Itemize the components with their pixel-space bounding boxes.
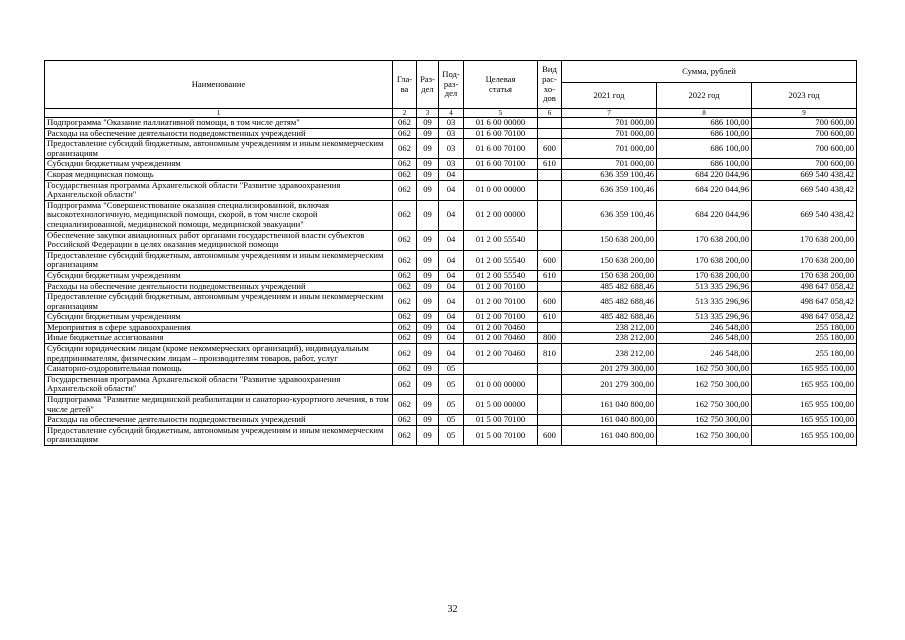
row-name: Расходы на обеспечение деятельности подведомственных учреждений [45,128,393,139]
table-row [45,281,857,292]
row-vid [538,281,562,292]
row-target: 01 2 00 70460 [464,333,538,344]
row-razdel: 09 [417,374,439,394]
table-row [45,180,857,200]
row-glava: 062 [393,118,417,129]
row-vid: 600 [538,292,562,312]
row-sum-2023: 669 540 438,42 [752,169,857,180]
row-sum-2023: 255 180,00 [752,344,857,364]
row-name: Подпрограмма "Совершенствование оказания специализированной, включая высокотехнологичную, медицинской помощи, скорой, в том числе скорой специализированной, медицинской помощи, медицинской эвакуации" [45,200,393,230]
row-name: Предоставление субсидий бюджетным, автономным учреждениям и иным некоммерческим организациям [45,292,393,312]
header-sum: Сумма, рублей [562,61,857,83]
row-sum-2021: 238 212,00 [562,333,657,344]
row-sum-2023: 669 540 438,42 [752,180,857,200]
row-vid [538,322,562,333]
row-vid: 810 [538,344,562,364]
row-glava: 062 [393,270,417,281]
row-sum-2021: 201 279 300,00 [562,364,657,375]
header-2022: 2022 год [657,83,752,109]
row-vid [538,128,562,139]
header-2021: 2021 год [562,83,657,109]
row-name: Субсидии бюджетным учреждениям [45,159,393,170]
row-target: 01 2 00 55540 [464,250,538,270]
row-glava: 062 [393,364,417,375]
row-sum-2022: 246 548,00 [657,333,752,344]
budget-table [44,60,857,446]
table-row [45,333,857,344]
row-sum-2021: 636 359 100,46 [562,169,657,180]
row-target: 01 2 00 70460 [464,322,538,333]
row-razdel: 09 [417,415,439,426]
row-vid [538,364,562,375]
row-razdel: 09 [417,230,439,250]
row-target: 01 2 00 70100 [464,312,538,323]
row-sum-2022: 686 100,00 [657,118,752,129]
row-sum-2022: 162 750 300,00 [657,415,752,426]
table-row [45,415,857,426]
row-name: Государственная программа Архангельской области "Развитие здравоохранения Архангельской области" [45,180,393,200]
row-sum-2023: 700 600,00 [752,128,857,139]
row-vid [538,118,562,129]
row-sum-2021: 636 359 100,46 [562,180,657,200]
row-target: 01 5 00 00000 [464,395,538,415]
column-index-cell: 7 [562,109,657,118]
row-razdel: 09 [417,344,439,364]
table-row [45,344,857,364]
table-row [45,270,857,281]
row-glava: 062 [393,139,417,159]
row-sum-2023: 498 647 058,42 [752,292,857,312]
row-sum-2023: 498 647 058,42 [752,312,857,323]
row-target: 01 2 00 70460 [464,344,538,364]
column-index-cell: 8 [657,109,752,118]
row-target: 01 6 00 70100 [464,139,538,159]
row-sum-2021: 701 000,00 [562,139,657,159]
table-row [45,292,857,312]
column-index-row [45,109,857,118]
row-vid: 600 [538,139,562,159]
header-glava: Гла- ва [393,61,417,109]
row-name: Государственная программа Архангельской области "Развитие здравоохранения Архангельской области" [45,374,393,394]
header-target: Целевая статья [464,61,538,109]
row-glava: 062 [393,374,417,394]
row-glava: 062 [393,292,417,312]
table-row [45,118,857,129]
row-podrazdel: 04 [439,292,464,312]
row-podrazdel: 04 [439,230,464,250]
row-target: 01 2 00 00000 [464,200,538,230]
row-target: 01 2 00 55540 [464,270,538,281]
row-razdel: 09 [417,292,439,312]
table-row [45,169,857,180]
row-sum-2023: 165 955 100,00 [752,374,857,394]
row-sum-2022: 162 750 300,00 [657,364,752,375]
row-sum-2021: 485 482 688,46 [562,292,657,312]
row-glava: 062 [393,395,417,415]
row-sum-2022: 170 638 200,00 [657,270,752,281]
row-sum-2023: 255 180,00 [752,333,857,344]
row-glava: 062 [393,425,417,445]
row-sum-2023: 700 600,00 [752,159,857,170]
column-index-cell: 9 [752,109,857,118]
row-sum-2023: 255 180,00 [752,322,857,333]
row-name: Обеспечение закупки авиационных работ органами государственной власти субъектов Российской Федерации в целях оказания медицинской помощи [45,230,393,250]
row-razdel: 09 [417,200,439,230]
row-sum-2021: 485 482 688,46 [562,281,657,292]
row-sum-2023: 170 638 200,00 [752,250,857,270]
row-razdel: 09 [417,333,439,344]
row-sum-2021: 701 000,00 [562,128,657,139]
row-razdel: 09 [417,139,439,159]
row-sum-2023: 700 600,00 [752,139,857,159]
row-podrazdel: 04 [439,200,464,230]
row-sum-2021: 201 279 300,00 [562,374,657,394]
row-razdel: 09 [417,118,439,129]
row-target: 01 6 00 70100 [464,128,538,139]
row-vid [538,180,562,200]
row-sum-2021: 238 212,00 [562,344,657,364]
row-sum-2021: 485 482 688,46 [562,312,657,323]
row-sum-2023: 165 955 100,00 [752,425,857,445]
row-name: Предоставление субсидий бюджетным, автономным учреждениям и иным некоммерческим организациям [45,425,393,445]
row-glava: 062 [393,230,417,250]
row-podrazdel: 05 [439,374,464,394]
row-podrazdel: 04 [439,180,464,200]
row-podrazdel: 04 [439,250,464,270]
row-glava: 062 [393,312,417,323]
table-row [45,159,857,170]
table-row [45,364,857,375]
row-sum-2023: 170 638 200,00 [752,270,857,281]
row-sum-2022: 513 335 296,96 [657,292,752,312]
row-sum-2021: 701 000,00 [562,118,657,129]
row-sum-2023: 669 540 438,42 [752,200,857,230]
row-razdel: 09 [417,180,439,200]
row-sum-2021: 238 212,00 [562,322,657,333]
row-name: Санаторно-оздоровительная помощь [45,364,393,375]
row-vid [538,230,562,250]
row-sum-2021: 161 040 800,00 [562,415,657,426]
row-podrazdel: 04 [439,333,464,344]
row-target: 01 6 00 00000 [464,118,538,129]
row-sum-2022: 684 220 044,96 [657,169,752,180]
row-sum-2022: 246 548,00 [657,322,752,333]
row-sum-2023: 165 955 100,00 [752,415,857,426]
row-sum-2021: 161 040 800,00 [562,395,657,415]
table-row [45,200,857,230]
table-row [45,322,857,333]
row-podrazdel: 05 [439,364,464,375]
row-name: Подпрограмма "Оказание паллиативной помощи, в том числе детям" [45,118,393,129]
row-target: 01 2 00 55540 [464,230,538,250]
row-podrazdel: 03 [439,118,464,129]
row-vid: 610 [538,312,562,323]
row-podrazdel: 04 [439,312,464,323]
row-sum-2023: 165 955 100,00 [752,395,857,415]
row-target: 01 0 00 00000 [464,180,538,200]
row-razdel: 09 [417,281,439,292]
row-podrazdel: 05 [439,395,464,415]
row-name: Субсидии бюджетным учреждениям [45,270,393,281]
row-razdel: 09 [417,312,439,323]
row-sum-2023: 170 638 200,00 [752,230,857,250]
column-index-cell: 4 [439,109,464,118]
row-glava: 062 [393,250,417,270]
row-razdel: 09 [417,364,439,375]
row-vid [538,415,562,426]
column-index-cell: 1 [45,109,393,118]
row-vid: 610 [538,270,562,281]
row-sum-2022: 170 638 200,00 [657,250,752,270]
row-sum-2023: 700 600,00 [752,118,857,129]
row-name: Расходы на обеспечение деятельности подведомственных учреждений [45,415,393,426]
row-glava: 062 [393,180,417,200]
row-podrazdel: 03 [439,139,464,159]
row-podrazdel: 04 [439,322,464,333]
row-sum-2022: 170 638 200,00 [657,230,752,250]
column-index-cell: 6 [538,109,562,118]
row-vid: 600 [538,425,562,445]
row-vid [538,374,562,394]
row-vid [538,395,562,415]
row-podrazdel: 03 [439,128,464,139]
row-razdel: 09 [417,425,439,445]
row-sum-2023: 498 647 058,42 [752,281,857,292]
row-sum-2021: 636 359 100,46 [562,200,657,230]
row-sum-2021: 161 040 800,00 [562,425,657,445]
row-name: Иные бюджетные ассигнования [45,333,393,344]
column-index-cell: 3 [417,109,439,118]
column-index-cell: 5 [464,109,538,118]
row-sum-2022: 513 335 296,96 [657,312,752,323]
row-razdel: 09 [417,395,439,415]
row-name: Предоставление субсидий бюджетным, автономным учреждениям и иным некоммерческим организациям [45,250,393,270]
row-sum-2023: 165 955 100,00 [752,364,857,375]
row-target [464,169,538,180]
row-sum-2021: 701 000,00 [562,159,657,170]
row-sum-2022: 162 750 300,00 [657,374,752,394]
row-podrazdel: 05 [439,415,464,426]
row-glava: 062 [393,169,417,180]
table-body [45,118,857,446]
row-sum-2022: 686 100,00 [657,159,752,170]
row-vid: 600 [538,250,562,270]
header-vid: Вид рас- хо- дов [538,61,562,109]
row-sum-2022: 162 750 300,00 [657,425,752,445]
row-sum-2022: 246 548,00 [657,344,752,364]
row-sum-2022: 686 100,00 [657,139,752,159]
row-name: Субсидии бюджетным учреждениям [45,312,393,323]
row-sum-2022: 684 220 044,96 [657,200,752,230]
row-target: 01 2 00 70100 [464,292,538,312]
row-name: Предоставление субсидий бюджетным, автономным учреждениям и иным некоммерческим организациям [45,139,393,159]
row-sum-2021: 150 638 200,00 [562,270,657,281]
row-target: 01 5 00 70100 [464,415,538,426]
row-sum-2021: 150 638 200,00 [562,250,657,270]
row-podrazdel: 04 [439,169,464,180]
row-vid: 610 [538,159,562,170]
row-target: 01 0 00 00000 [464,374,538,394]
row-glava: 062 [393,333,417,344]
row-sum-2022: 684 220 044,96 [657,180,752,200]
column-index-cell: 2 [393,109,417,118]
table-row [45,395,857,415]
row-podrazdel: 04 [439,344,464,364]
header-razdel: Раз- дел [417,61,439,109]
row-target: 01 5 00 70100 [464,425,538,445]
header-name: Наименование [45,61,393,109]
row-glava: 062 [393,344,417,364]
table-row [45,374,857,394]
header-2023: 2023 год [752,83,857,109]
table-row [45,139,857,159]
row-target [464,364,538,375]
row-razdel: 09 [417,250,439,270]
row-glava: 062 [393,415,417,426]
row-name: Скорая медицинская помощь [45,169,393,180]
row-target: 01 2 00 70100 [464,281,538,292]
row-sum-2022: 686 100,00 [657,128,752,139]
row-sum-2022: 513 335 296,96 [657,281,752,292]
row-vid: 800 [538,333,562,344]
row-name: Расходы на обеспечение деятельности подведомственных учреждений [45,281,393,292]
row-razdel: 09 [417,169,439,180]
row-razdel: 09 [417,322,439,333]
row-razdel: 09 [417,128,439,139]
table-row [45,425,857,445]
row-podrazdel: 04 [439,270,464,281]
row-target: 01 6 00 70100 [464,159,538,170]
table-row [45,250,857,270]
page-number: 32 [447,604,458,615]
row-name: Субсидии юридическим лицам (кроме некоммерческих организаций), индивидуальным предпринимателям, физическим лицам – производителям товаров, работ, услуг [45,344,393,364]
row-name: Мероприятия в сфере здравоохранения [45,322,393,333]
row-sum-2021: 150 638 200,00 [562,230,657,250]
row-razdel: 09 [417,270,439,281]
table-row [45,230,857,250]
row-vid [538,200,562,230]
row-vid [538,169,562,180]
table-row [45,128,857,139]
row-sum-2022: 162 750 300,00 [657,395,752,415]
row-glava: 062 [393,159,417,170]
row-name: Подпрограмма "Развитие медицинской реабилитации и санаторно-курортного лечения, в том числе детей" [45,395,393,415]
row-glava: 062 [393,128,417,139]
row-razdel: 09 [417,159,439,170]
row-glava: 062 [393,281,417,292]
row-glava: 062 [393,322,417,333]
row-glava: 062 [393,200,417,230]
table-row [45,312,857,323]
row-podrazdel: 03 [439,159,464,170]
row-podrazdel: 04 [439,281,464,292]
header-podrazdel: Под- раз- дел [439,61,464,109]
row-podrazdel: 05 [439,425,464,445]
